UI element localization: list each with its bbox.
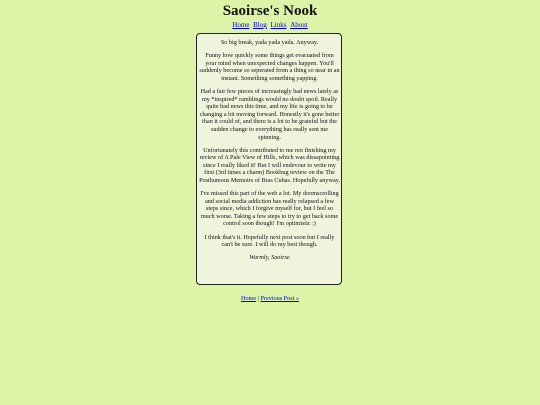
post-paragraph-2: Funny how quickly some things get evacuated from your mind when unexpected changes happen. You'll suddenly become so seperated from a thing so near in an instant. Something something yapping. bbox=[199, 52, 340, 82]
top-nav bbox=[0, 21, 540, 30]
post-signoff: Warmly, Saoirse bbox=[249, 254, 290, 262]
post-paragraph-6: I think that's it. Hopefully next post soon but I really can't be sure. I will do my best though. bbox=[204, 233, 335, 249]
post-paragraph-1: So big break, yada yada yada. Anyway. bbox=[220, 39, 319, 46]
nav-link-about[interactable]: About bbox=[290, 21, 308, 29]
nav-link-home[interactable]: Home bbox=[232, 21, 250, 29]
post-footer-nav bbox=[0, 295, 540, 303]
post-paragraph-4: Unfortunately this contributed to me not finishing my review of A Pale View of Hills, which was dissapointing since I really liked it! But I will endevour to write my first (3rd times a charm) Bookbug review on the The Posthumous Memoirs of Bras Cubas. Hopefully anyway. bbox=[199, 146, 340, 184]
blog-post-box bbox=[196, 33, 342, 285]
nav-link-links[interactable]: Links bbox=[270, 21, 287, 29]
previous-post-link[interactable]: Previous Post » bbox=[260, 295, 299, 302]
site-title: Saoirse's Nook bbox=[222, 3, 318, 19]
footer-separator: | bbox=[257, 295, 259, 302]
post-paragraph-5: I've missed this part of the web a lot. My doomscrolling and social media addiction has really relapsed a few steps since, which I forgive myself for, but I feel so much worse. Taking a few steps to try to get back some control soon though! I'm optimistic :) bbox=[200, 190, 339, 228]
nav-link-blog[interactable]: Blog bbox=[253, 21, 267, 29]
footer-home-link[interactable]: Home bbox=[241, 295, 257, 302]
post-paragraph-3: Had a fair few pieces of increasingly bad news lately as my *inspired* ramblings would no doubt spoil. Really quite bad news this time, and my life is going to be changing a bit moving forward. Honestly it's gone better than it could of, and there is a lot to be grateful but the sudden change to everything has really sent me spinning. bbox=[199, 87, 340, 141]
